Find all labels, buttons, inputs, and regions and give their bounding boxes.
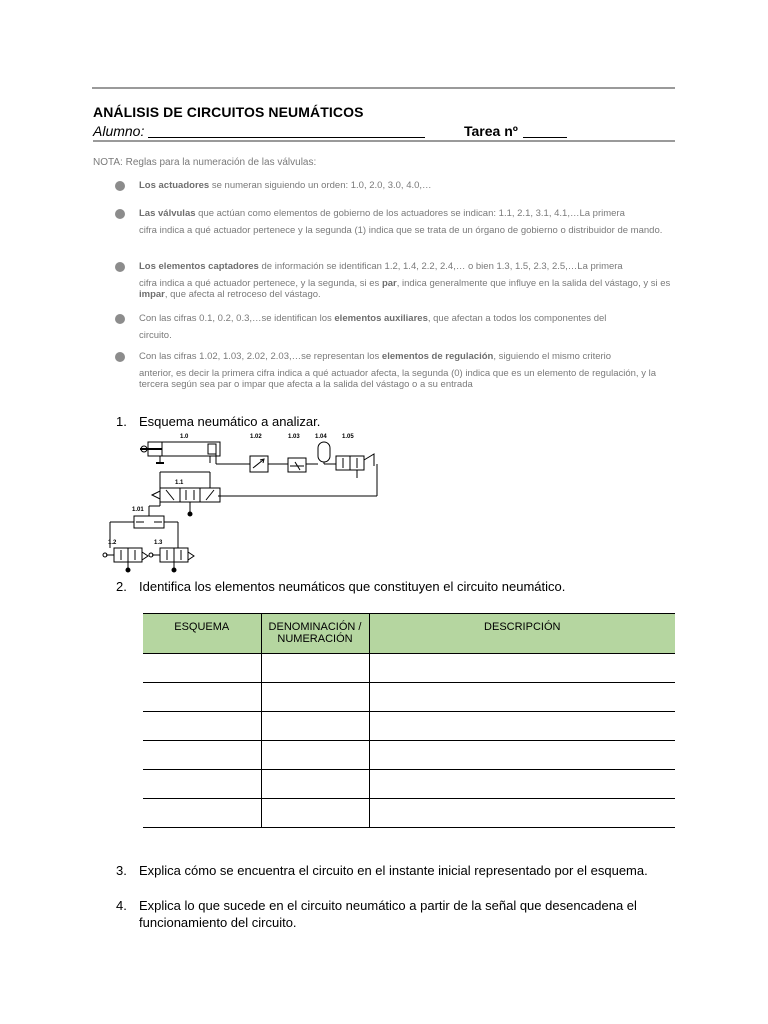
bullet-continuation: , que afecta al retroceso del vástago. — [164, 289, 321, 300]
table-cell[interactable] — [261, 683, 369, 712]
label-or-valve: 1.01 — [132, 507, 144, 513]
label-flow-reg-b: 1.03 — [288, 434, 300, 440]
table-cell[interactable] — [143, 741, 261, 770]
main-valve-11-symbol — [152, 488, 220, 502]
table-cell[interactable] — [143, 683, 261, 712]
table-cell[interactable] — [143, 799, 261, 828]
student-row — [93, 122, 675, 142]
question-number: 1. — [116, 414, 127, 429]
or-valve-101-symbol — [134, 516, 164, 528]
bullet-dot — [115, 352, 125, 362]
table-cell[interactable] — [369, 741, 675, 770]
bullet-bold: Los elementos captadores — [139, 261, 259, 272]
bullet-dot — [115, 181, 125, 191]
valve-105-symbol — [336, 454, 374, 470]
header-denomination: DENOMINACIÓN / NUMERACIÓN — [261, 614, 369, 654]
label-main-valve: 1.1 — [175, 480, 184, 486]
table-cell[interactable] — [143, 770, 261, 799]
header-description: DESCRIPCIÓN — [369, 614, 675, 654]
elements-table — [143, 613, 675, 828]
task-label: Tarea nº — [464, 123, 518, 139]
bullet-bold: elementos auxiliares — [334, 313, 428, 324]
bullet-text: Con las cifras 1.02, 1.03, 2.02, 2.03,…se representan los — [139, 351, 382, 362]
table-cell[interactable] — [261, 770, 369, 799]
label-reservoir: 1.04 — [315, 434, 327, 440]
question-number: 3. — [116, 863, 127, 878]
bullet-text: , que afectan a todos los componentes del — [427, 313, 607, 324]
bullet-continuation: anterior, es decir la primera cifra indica a qué actuador afecta, la segunda (0) indica que es un elemento de regulación, y la tercera según sea par o impar que afecta a la salida del vástago o a su entrada — [139, 367, 656, 390]
page-title: ANÁLISIS DE CIRCUITOS NEUMÁTICOS — [93, 104, 364, 120]
flow-regulator-103-symbol — [288, 458, 306, 472]
table-cell[interactable] — [369, 799, 675, 828]
flow-regulator-102-symbol — [250, 456, 268, 472]
bullet-bold-par: par — [381, 277, 397, 289]
bullet-bold: Los actuadores — [139, 180, 210, 191]
sensor-valve-12-symbol — [103, 548, 148, 562]
table-cell[interactable] — [369, 683, 675, 712]
table-cell[interactable] — [261, 799, 369, 828]
question-number: 2. — [116, 579, 127, 594]
bullet-bold: elementos de regulación — [381, 351, 494, 362]
label-sensor-b: 1.3 — [154, 540, 163, 546]
bullet-text: Con las cifras 0.1, 0.2, 0.3,…se identifican los — [139, 313, 335, 324]
bullet-continuation: circuito. — [139, 329, 172, 341]
label-valve-105: 1.05 — [342, 434, 354, 440]
bullet-dot — [115, 209, 125, 219]
bullet-continuation: cifra indica a qué actuador pertenece y la segunda (1) indica que se trata de un órgano de gobierno o distribuidor de mando. — [139, 224, 663, 236]
sensor-valve-13-symbol — [149, 548, 194, 562]
table-row — [143, 799, 675, 828]
note-intro: NOTA: Reglas para la numeración de las válvulas: — [93, 157, 317, 168]
bullet-text: se numeran siguiendo un orden: 1.0, 2.0, 3.0, 4.0,… — [209, 180, 432, 191]
label-cylinder: 1.0 — [180, 434, 189, 440]
bullet-dot — [115, 314, 125, 324]
table-cell[interactable] — [261, 712, 369, 741]
table-cell[interactable] — [143, 654, 261, 683]
student-name-field[interactable] — [148, 137, 425, 138]
table-row — [143, 741, 675, 770]
label-flow-reg-a: 1.02 — [250, 434, 262, 440]
bullet-continuation: , indica generalmente que influye en la salida del vástago, y si es — [396, 277, 671, 289]
table-row — [143, 654, 675, 683]
top-rule — [92, 87, 675, 89]
table-row — [143, 712, 675, 741]
table-cell[interactable] — [261, 654, 369, 683]
bullet-dot — [115, 262, 125, 272]
table-cell[interactable] — [143, 712, 261, 741]
question-text: Esquema neumático a analizar. — [139, 414, 321, 429]
task-number-field[interactable] — [523, 137, 567, 138]
table-cell[interactable] — [369, 770, 675, 799]
question-text: Identifica los elementos neumáticos que constituyen el circuito neumático. — [139, 579, 566, 594]
table-cell[interactable] — [369, 654, 675, 683]
pneumatic-schematic — [100, 428, 385, 576]
bullet-bold-impar: impar — [139, 289, 165, 300]
header-schema: ESQUEMA — [143, 614, 261, 654]
cylinder-symbol — [140, 442, 220, 463]
question-number: 4. — [116, 898, 127, 913]
table-cell[interactable] — [369, 712, 675, 741]
bullet-continuation: cifra indica a qué actuador pertenece, y la segunda, si es — [139, 277, 382, 289]
table-row — [143, 770, 675, 799]
label-sensor-a: 1.2 — [108, 540, 117, 546]
question-text: Explica cómo se encuentra el circuito en el instante inicial representado por el esquema. — [139, 863, 648, 878]
bullet-text: de información se identifican 1.2, 1.4, 2.2, 2.4,… o bien 1.3, 1.5, 2.3, 2.5,…La primera — [258, 261, 623, 272]
reservoir-104-symbol — [318, 442, 330, 462]
student-label: Alumno: — [93, 123, 145, 139]
bullet-bold: Las válvulas — [139, 208, 196, 219]
table-cell[interactable] — [261, 741, 369, 770]
table-header-row — [143, 614, 675, 654]
table-row — [143, 683, 675, 712]
bullet-text: que actúan como elementos de gobierno de los actuadores se indican: 1.1, 2.1, 3.1, 4.1,…La primera — [195, 208, 625, 219]
bullet-text: , siguiendo el mismo criterio — [493, 351, 612, 362]
question-text: Explica lo que sucede en el circuito neumático a partir de la señal que desencadena el funcionamiento del circuito. — [139, 898, 637, 930]
